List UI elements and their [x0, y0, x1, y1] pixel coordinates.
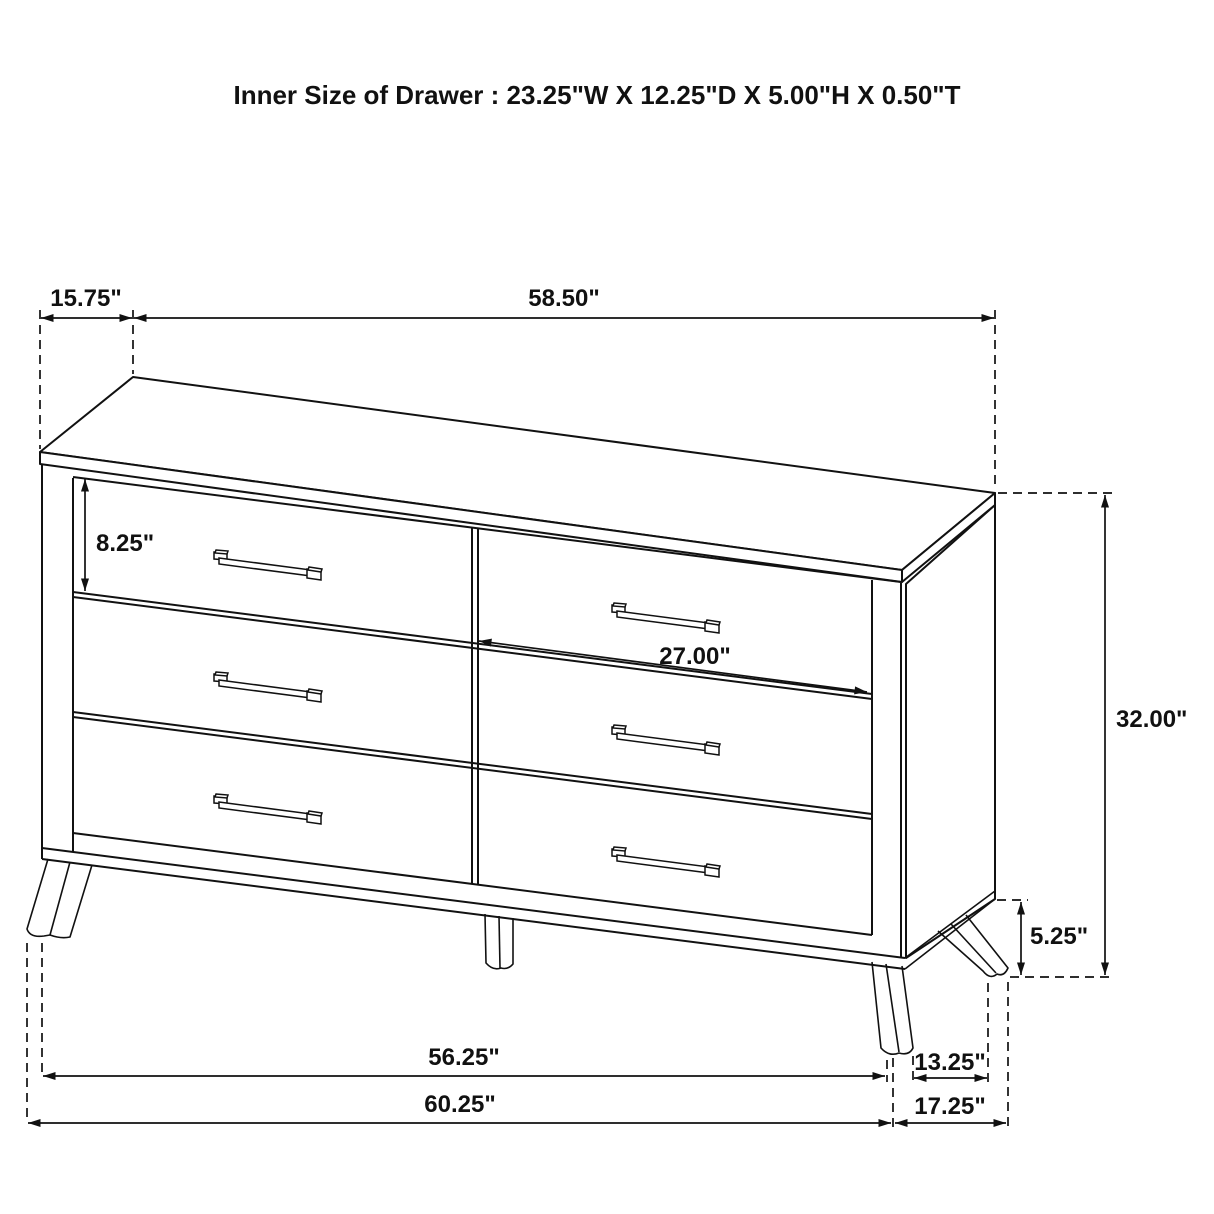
drawer-handle	[214, 794, 322, 824]
leg-center	[485, 914, 513, 969]
page-title: Inner Size of Drawer : 23.25"W X 12.25"D X 5.00"H X 0.50"T	[233, 80, 961, 110]
drawer-handle	[214, 672, 322, 702]
dim-label-top-depth: 15.75"	[50, 285, 122, 312]
drawer-handle	[612, 847, 720, 877]
leg-front-left	[27, 859, 92, 938]
dim-label-drawer-height: 8.25"	[96, 530, 155, 557]
drawer-handle	[214, 550, 322, 580]
drawer-handle	[612, 725, 720, 755]
leg-front-right	[872, 962, 913, 1054]
dim-label-top-width: 58.50"	[528, 285, 600, 312]
dim-label-base-depth: 17.25"	[914, 1093, 986, 1120]
dim-label-overall-height: 32.00"	[1116, 706, 1188, 733]
bottom-rail-bottom	[42, 859, 905, 969]
dim-label-overall-width: 60.25"	[424, 1091, 496, 1118]
dim-label-leg-height: 5.25"	[1030, 923, 1089, 950]
dim-label-base-width: 56.25"	[428, 1044, 500, 1071]
side-panel	[906, 505, 995, 958]
drawer-handle	[612, 603, 720, 633]
dresser-drawing	[27, 377, 1008, 1054]
bottom-rail-top	[42, 848, 905, 958]
dim-label-drawer-width: 27.00"	[659, 643, 731, 670]
dim-label-leg-depth-span: 13.25"	[914, 1049, 986, 1076]
